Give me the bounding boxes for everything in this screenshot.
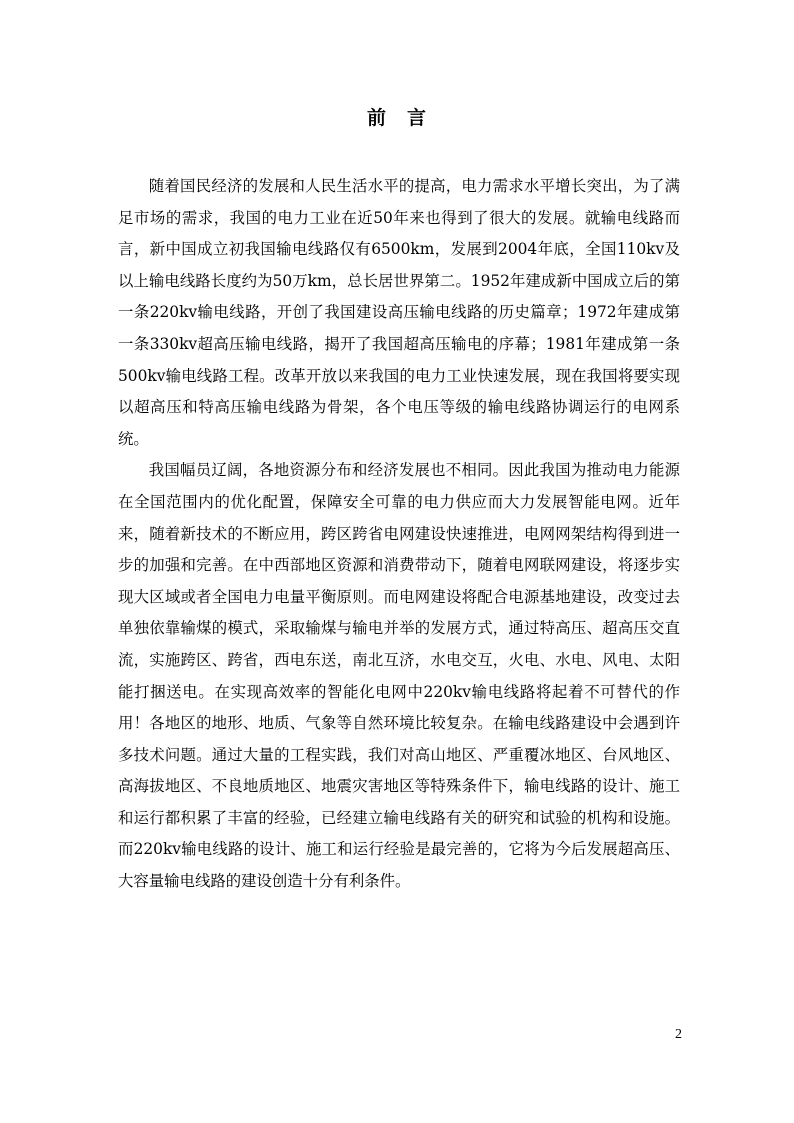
body-text bbox=[118, 171, 680, 898]
page-number: 2 bbox=[675, 1027, 682, 1042]
paragraph-1: 随着国民经济的发展和人民生活水平的提高，电力需求水平增长突出，为了满足市场的需求，我国的电力工业在近50年来也得到了很大的发展。就输电线路而言，新中国成立初我国输电线路仅有6500km，发展到2004年底，全国110kv及以上输电线路长度约为50万km，总长居世界第二。1952年建成新中国成立后的第一条220kv输电线路，开创了我国建设高压输电线路的历史篇章；1972年建成第一条330kv超高压输电线路，揭开了我国超高压输电的序幕；1981年建成第一条500kv输电线路工程。改革开放以来我国的电力工业快速发展，现在我国将要实现以超高压和特高压输电线路为骨架，各个电压等级的输电线路协调运行的电网系统。 bbox=[118, 177, 680, 448]
paragraph-2: 我国幅员辽阔，各地资源分布和经济发展也不相同。因此我国为推动电力能源在全国范围内的优化配置，保障安全可靠的电力供应而大力发展智能电网。近年来，随着新技术的不断应用，跨区跨省电网建设快速推进，电网网架结构得到进一步的加强和完善。在中西部地区资源和消费带动下，随着电网联网建设，将逐步实现大区域或者全国电力电量平衡原则。而电网建设将配合电源基地建设，改变过去单独依靠输煤的模式，采取输煤与输电并举的发展方式，通过特高压、超高压交直流，实施跨区、跨省，西电东送，南北互济，水电交互，火电、水电、风电、太阳能打捆送电。在实现高效率的智能化电网中220kv输电线路将起着不可替代的作用！各地区的地形、地质、气象等自然环境比较复杂。在输电线路建设中会遇到许多技术问题。通过大量的工程实践，我们对高山地区、严重覆冰地区、台风地区、高海拔地区、不良地质地区、地震灾害地区等特殊条件下，输电线路的设计、施工和运行都积累了丰富的经验，已经建立输电线路有关的研究和试验的机构和设施。而220kv输电线路的设计、施工和运行经验是最完善的，它将为今后发展超高压、大容量输电线路的建设创造十分有利条件。 bbox=[118, 461, 680, 891]
page-title: 前 言 bbox=[366, 107, 427, 129]
